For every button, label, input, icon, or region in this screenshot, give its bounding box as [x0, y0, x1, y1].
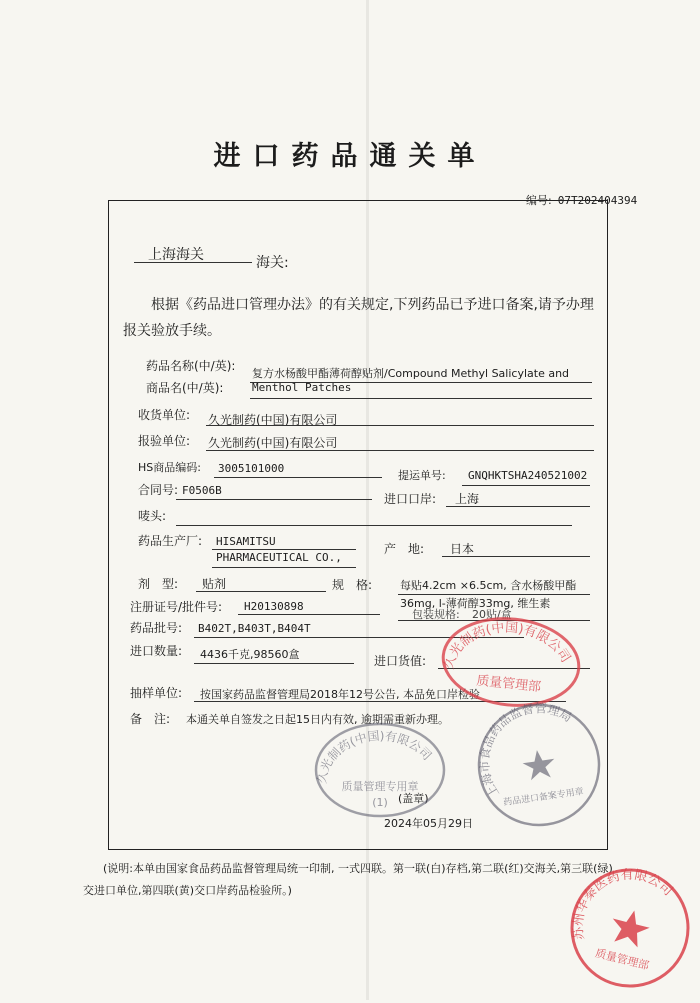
manufacturer-line2: PHARMACEUTICAL CO.,: [216, 551, 342, 564]
svg-text:苏州华秦医药有限公司: [565, 855, 678, 962]
bl-label: 提运单号:: [398, 469, 446, 482]
drug-name-line1: 复方水杨酸甲酯薄荷醇贴剂/Compound Methyl Salicylate and: [252, 367, 570, 380]
spec-line2: 36mg, l-薄荷醇33mg, 维生素: [400, 597, 551, 610]
batch-value: B402T,B403T,B404T: [198, 622, 311, 635]
hs-code-value: 3005101000: [218, 462, 285, 475]
quantity-value: 4436千克,98560盒: [200, 648, 300, 661]
contract-underline: [176, 499, 372, 500]
remark-label: 备 注:: [130, 712, 171, 726]
origin-label: 产 地:: [384, 542, 425, 556]
quality-special-stamp-ring: 久光制药(中国)有限公司: [314, 728, 435, 785]
manufacturer-label: 药品生产厂:: [138, 534, 203, 548]
quality-dept-stamp-center: 质量管理部: [475, 673, 542, 696]
consignee-underline: [206, 425, 594, 426]
serial-label: 编号:: [526, 194, 552, 207]
spec-line1: 每贴4.2cm ×6.5cm, 含水杨酸甲酯: [400, 579, 577, 592]
svg-text:上海市食品药品监督管理局: [469, 695, 584, 801]
dosage-underline: [196, 591, 326, 592]
spec-label: 规 格:: [332, 578, 373, 592]
marks-underline: [176, 525, 572, 526]
dosage-label: 剂 型:: [138, 577, 179, 591]
import-filing-stamp-ring: 上海市食品药品监督管理局: [477, 701, 575, 800]
manufacturer-underline1: [212, 549, 356, 550]
intro-paragraph: 根据《药品进口管理办法》的有关规定,下列药品已予进口备案,请予办理报关验放手续。: [123, 297, 594, 339]
package-label: 包装规格:: [412, 608, 460, 621]
serial-value: 07T202404394: [557, 194, 638, 207]
quality-dept-stamp-ring: 久光制药(中国)有限公司: [441, 620, 573, 672]
footer-note: (说明:本单由国家食品药品监督管理局统一印制, 一式四联。第一联(白)存档,第二联(红)交海关,第三联(绿)交进口单位,第四联(黄)交口岸药品检验所。): [83, 862, 613, 897]
declarant-value: 久光制药(中国)有限公司: [208, 436, 338, 450]
quantity-underline: [194, 663, 354, 664]
port-underline: [446, 506, 590, 507]
svg-text:久光制药(中国)有限公司: [441, 614, 576, 683]
issue-date: 2024年05月29日: [384, 817, 473, 830]
package-value: 20贴/盒: [472, 608, 512, 621]
consignee-value: 久光制药(中国)有限公司: [208, 413, 338, 427]
distributor-stamp-ring: 苏州华秦医药有限公司: [570, 867, 676, 941]
hs-underline: [214, 477, 382, 478]
marks-label: 唛头:: [138, 509, 167, 523]
goods-value-label: 进口货值:: [374, 654, 427, 668]
trade-name-label: 商品名(中/英):: [146, 381, 224, 395]
origin-value: 日本: [450, 542, 475, 556]
quantity-label: 进口数量:: [130, 644, 183, 658]
drug-name-line2: Menthol Patches: [252, 381, 352, 394]
registration-value: H20130898: [244, 600, 304, 613]
port-value: 上海: [455, 492, 480, 506]
remark-value: 本通关单自签发之日起15日内有效, 逾期需重新办理。: [186, 713, 449, 726]
contract-value: F0506B: [182, 484, 222, 497]
hs-code-label: HS商品编码:: [138, 461, 201, 474]
batch-label: 药品批号:: [130, 621, 183, 635]
import-filing-stamp-center: 药品进口备案专用章: [502, 787, 585, 809]
consignee-label: 收货单位:: [138, 408, 191, 422]
contract-label: 合同号:: [138, 483, 179, 497]
manufacturer-line1: HISAMITSU: [216, 535, 276, 548]
port-label: 进口口岸:: [384, 492, 437, 506]
sampling-label: 抽样单位:: [130, 686, 183, 700]
drug-name-label: 药品名称(中/英):: [146, 359, 236, 373]
quality-special-stamp-center: 质量管理专用章: [341, 780, 419, 793]
registration-underline: [238, 614, 380, 615]
import-filing-stamp: [466, 692, 613, 839]
svg-text:久光制药(中国)有限公司: [314, 729, 435, 785]
bl-value: GNQHKTSHA240521002: [468, 469, 588, 482]
seal-caption: (盖章): [398, 792, 429, 805]
drug-name-underline2: [250, 398, 592, 399]
customs-underline: [134, 262, 252, 263]
manufacturer-underline2: [212, 567, 356, 568]
declarant-label: 报验单位:: [138, 434, 191, 448]
star-icon: [607, 906, 652, 949]
customs-name: 上海海关: [148, 247, 204, 263]
bl-underline: [462, 485, 590, 486]
star-icon: [521, 748, 557, 781]
quality-special-stamp-number: (1): [372, 796, 388, 809]
dosage-value: 贴剂: [202, 577, 227, 591]
customs-suffix: 海关:: [256, 255, 289, 271]
document-title: 进口药品通关单: [213, 141, 487, 172]
quality-special-stamp: [312, 720, 448, 820]
sampling-value: 按国家药品监督管理局2018年12号公告, 本品免口岸检验: [200, 688, 480, 701]
registration-label: 注册证号/批件号:: [130, 600, 223, 614]
origin-underline: [442, 556, 590, 557]
declarant-underline: [206, 450, 594, 451]
distributor-stamp-center: 质量管理部: [593, 946, 651, 973]
